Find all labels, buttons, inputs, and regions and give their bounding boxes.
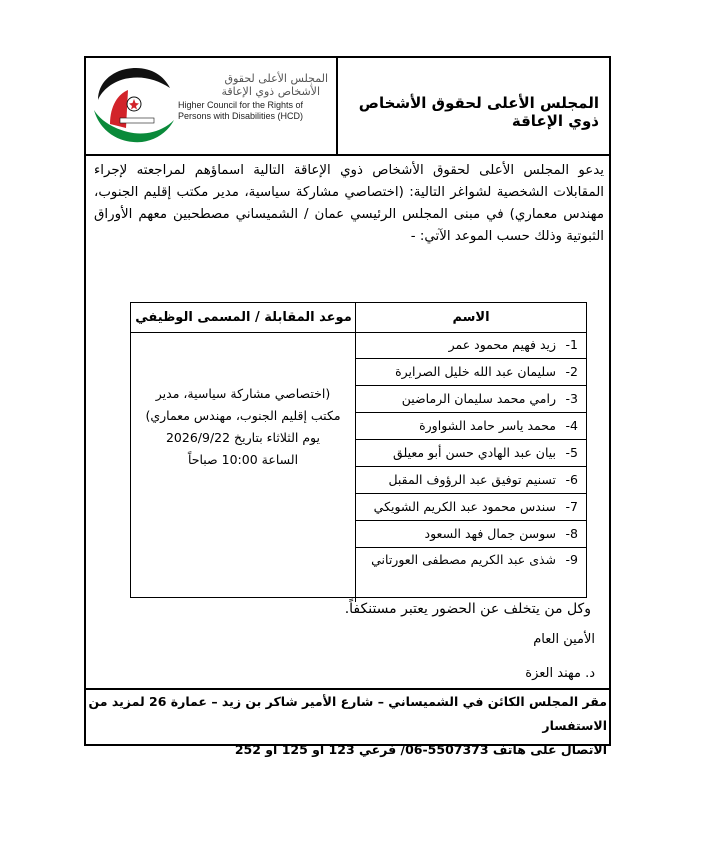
row-number: 4- [565,418,578,433]
names-column [355,332,586,602]
logo-arabic-line2: الأشخاص ذوي الإعاقة [221,85,320,98]
logo-english-line2: Persons with Disabilities (HCD) [178,111,304,121]
table-row [356,494,586,521]
table-header-name: الاسم [355,303,586,333]
footer-address: مقر المجلس الكائن في الشميساني – شارع الأمير شاكر بن زيد – عمارة 26 لمزيد من الاستفسار [88,694,607,733]
table-row [356,359,586,386]
row-number: 7- [565,499,578,514]
closing-note: وكل من يتخلف عن الحضور يعتبر مستنكفاً. [344,601,591,617]
table-row [356,521,586,548]
table-row [356,332,586,359]
table-row [356,440,586,467]
row-number: 5- [565,445,578,460]
header-title: المجلس الأعلى لحقوق الأشخاص ذوي الإعاقة [358,94,599,130]
table-row [356,548,586,602]
logo-box [86,58,338,154]
row-number: 3- [565,391,578,406]
table-row [356,467,586,494]
table-header-date: موعد المقابلة / المسمى الوظيفي [131,303,356,333]
row-name: سندس محمود عبد الكريم الشويكي [373,499,557,514]
interview-details [135,383,351,471]
header [86,58,609,156]
intro-paragraph: يدعو المجلس الأعلى لحقوق الأشخاص ذوي الإعاقة التالية اسماؤهم لمراجعته لإجراء المقابلات الشخصية لشواغر التالية: (اختصاصي مشاركة سياسية، مدير مكتب إقليم الجنوب، مهندس معماري) في مبنى المجلس الرئيسي عمان / الشميساني مصطحبين معهم الأوراق الثبوتية وذلك حسب الموعد الآتي: - [94,163,604,244]
logo-english-line1: Higher Council for the Rights of [178,100,304,110]
row-name: سوسن جمال فهد السعود [424,526,557,541]
row-number: 9- [565,552,578,567]
footer-phone: الاتصال على هاتف 5507373-06/ فرعي 123 او 125 او 252 [234,742,607,757]
hcd-logo-icon [90,66,178,146]
row-name: محمد ياسر حامد الشواورة [419,418,557,433]
row-name: رامي محمد سليمان الرماضين [401,391,557,406]
table-row [356,413,586,440]
row-number: 2- [565,364,578,379]
table-row [356,386,586,413]
signature-title: الأمين العام [533,632,595,647]
signature-name: د. مهند العزة [525,666,595,681]
footer [86,688,609,757]
interview-table [130,302,587,598]
detail-line: (اختصاصي مشاركة سياسية، مدير [155,386,331,401]
row-number: 8- [565,526,578,541]
row-name: سليمان عبد الله خليل الصرايرة [395,364,557,379]
row-name: شذى عبد الكريم مصطفى العورتاني [371,552,557,567]
logo-english [178,100,338,122]
row-name: بيان عبد الهادي حسن أبو معيلق [393,445,557,460]
row-name: زيد فهيم محمود عمر [448,337,557,352]
row-number: 6- [565,472,578,487]
interview-time: الساعة 10:00 صباحاً [187,452,299,467]
announcement-page [84,56,611,757]
interview-date: يوم الثلاثاء بتاريخ 2026/9/22 [165,430,320,445]
row-number: 1- [565,337,578,352]
logo-arabic-line1: المجلس الأعلى لحقوق [224,72,328,85]
detail-line: مكتب إقليم الجنوب، مهندس معماري) [145,408,341,423]
row-name: تسنيم توفيق عبد الرؤوف المقبل [388,472,557,487]
